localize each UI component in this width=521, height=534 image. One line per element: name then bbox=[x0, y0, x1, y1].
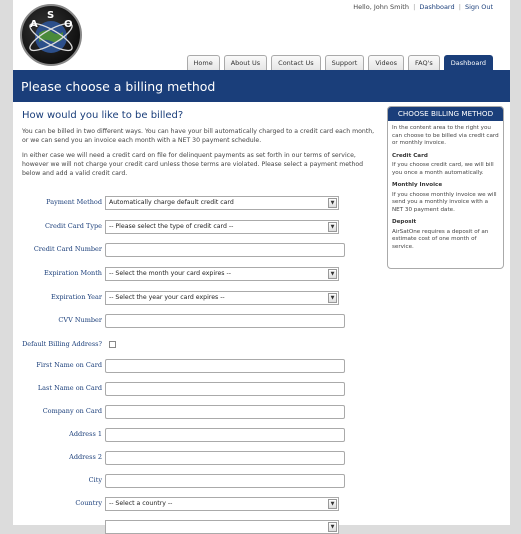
tab-dashboard[interactable]: Dashboard bbox=[444, 55, 493, 70]
tab-support[interactable]: Support bbox=[325, 55, 365, 70]
sidebar-desc-deposit: AirSatOne requires a deposit of an estimate cost of one month of service. bbox=[392, 228, 489, 250]
intro-paragraph-1: You can be billed in two different ways. You can have your bill automatically charged to a credit card each month, or we can send you an invoice each month with a NET 30 payment schedule. bbox=[22, 128, 375, 144]
page-banner bbox=[13, 70, 510, 102]
page-title: Please choose a billing method bbox=[21, 79, 216, 94]
header bbox=[13, 0, 510, 70]
tab-about-us[interactable]: About Us bbox=[224, 55, 267, 70]
greeting-text: Hello, John Smith bbox=[353, 3, 409, 11]
country-value: -- Select a country -- bbox=[109, 500, 173, 507]
sidebar-title-deposit: Deposit bbox=[392, 219, 417, 225]
intro-section bbox=[22, 110, 382, 184]
chevron-down-icon: ▼ bbox=[328, 522, 337, 532]
company-row bbox=[22, 405, 362, 419]
aso-logo[interactable] bbox=[20, 4, 82, 66]
card-type-row bbox=[22, 220, 362, 234]
cvv-label: CVV Number bbox=[58, 316, 102, 324]
chevron-down-icon: ▼ bbox=[328, 269, 337, 279]
card-type-select[interactable] bbox=[105, 220, 339, 234]
exp-month-value: -- Select the month your card expires -- bbox=[109, 270, 231, 277]
logo-letter-s: S bbox=[47, 10, 55, 21]
default-billing-label: Default Billing Address? bbox=[22, 340, 102, 348]
city-label: City bbox=[88, 476, 102, 484]
section-heading: How would you like to be billed? bbox=[22, 110, 184, 121]
chevron-down-icon: ▼ bbox=[328, 293, 337, 303]
last-name-row bbox=[22, 382, 362, 396]
payment-method-value: Automatically charge default credit card bbox=[109, 199, 234, 206]
tab-faqs[interactable]: FAQ's bbox=[408, 55, 440, 70]
card-type-label: Credit Card Type bbox=[44, 222, 102, 230]
payment-method-select[interactable] bbox=[105, 196, 339, 210]
company-input[interactable] bbox=[105, 405, 345, 419]
default-billing-row bbox=[22, 338, 362, 352]
card-number-row bbox=[22, 243, 362, 257]
state-row bbox=[22, 520, 362, 534]
first-name-label: First Name on Card bbox=[36, 361, 102, 369]
sidebar-heading: CHOOSE BILLING METHOD bbox=[388, 107, 503, 121]
intro-paragraph-2: In either case we will need a credit card on file for delinquent payments as set forth in our terms of service, however we will not charge your credit card unless those terms are violated. Please select a payment method below and add a valid credit card. bbox=[22, 152, 364, 177]
tab-contact-us[interactable]: Contact Us bbox=[271, 55, 321, 70]
exp-year-label: Expiration Year bbox=[50, 293, 102, 301]
city-input[interactable] bbox=[105, 474, 345, 488]
logo-letter-o: O bbox=[64, 19, 73, 30]
top-links bbox=[353, 3, 493, 11]
logo-letter-a: A bbox=[30, 19, 38, 30]
separator: | bbox=[458, 3, 461, 11]
sidebar-body bbox=[388, 121, 503, 255]
address2-label: Address 2 bbox=[69, 453, 102, 461]
dashboard-link[interactable]: Dashboard bbox=[419, 3, 455, 11]
cvv-row bbox=[22, 314, 362, 328]
separator: | bbox=[413, 3, 416, 11]
globe-icon bbox=[22, 6, 80, 64]
last-name-input[interactable] bbox=[105, 382, 345, 396]
company-label: Company on Card bbox=[42, 407, 102, 415]
country-row bbox=[22, 497, 362, 511]
default-billing-checkbox[interactable] bbox=[109, 341, 116, 348]
state-select[interactable] bbox=[105, 520, 339, 534]
sidebar-title-monthly-invoice: Monthly Invoice bbox=[392, 182, 443, 188]
chevron-down-icon: ▼ bbox=[328, 499, 337, 509]
city-row bbox=[22, 474, 362, 488]
exp-year-select[interactable] bbox=[105, 291, 339, 305]
address1-row bbox=[22, 428, 362, 442]
address1-input[interactable] bbox=[105, 428, 345, 442]
country-label: Country bbox=[75, 499, 102, 507]
address2-row bbox=[22, 451, 362, 465]
tab-home[interactable]: Home bbox=[187, 55, 220, 70]
sidebar-title-credit-card: Credit Card bbox=[392, 152, 428, 159]
exp-year-row bbox=[22, 291, 362, 305]
address1-label: Address 1 bbox=[69, 430, 102, 438]
chevron-down-icon: ▼ bbox=[328, 198, 337, 208]
payment-method-row bbox=[22, 196, 362, 210]
chevron-down-icon: ▼ bbox=[328, 222, 337, 232]
tab-videos[interactable]: Videos bbox=[368, 55, 404, 70]
card-number-label: Credit Card Number bbox=[33, 245, 102, 253]
sign-out-link[interactable]: Sign Out bbox=[464, 3, 493, 11]
exp-month-label: Expiration Month bbox=[43, 269, 102, 277]
billing-help-sidebar bbox=[387, 106, 504, 269]
cvv-input[interactable] bbox=[105, 314, 345, 328]
exp-month-select[interactable] bbox=[105, 267, 339, 281]
last-name-label: Last Name on Card bbox=[37, 384, 102, 392]
address2-input[interactable] bbox=[105, 451, 345, 465]
main-nav bbox=[187, 55, 493, 70]
card-type-value: -- Please select the type of credit card -- bbox=[109, 223, 234, 230]
first-name-row bbox=[22, 359, 362, 373]
card-number-input[interactable] bbox=[105, 243, 345, 257]
payment-method-label: Payment Method bbox=[46, 198, 102, 206]
sidebar-desc-credit-card: If you choose credit card, we will bill you once a month automatically. bbox=[392, 162, 494, 176]
exp-month-row bbox=[22, 267, 362, 281]
country-select[interactable] bbox=[105, 497, 339, 511]
exp-year-value: -- Select the year your card expires -- bbox=[109, 294, 225, 301]
first-name-input[interactable] bbox=[105, 359, 345, 373]
sidebar-desc-monthly-invoice: If you choose monthly invoice we will send you a monthly invoice with a NET 30 payment date. bbox=[392, 191, 497, 213]
sidebar-intro: In the content area to the right you can choose to be billed via credit card or monthly invoice. bbox=[392, 125, 499, 146]
